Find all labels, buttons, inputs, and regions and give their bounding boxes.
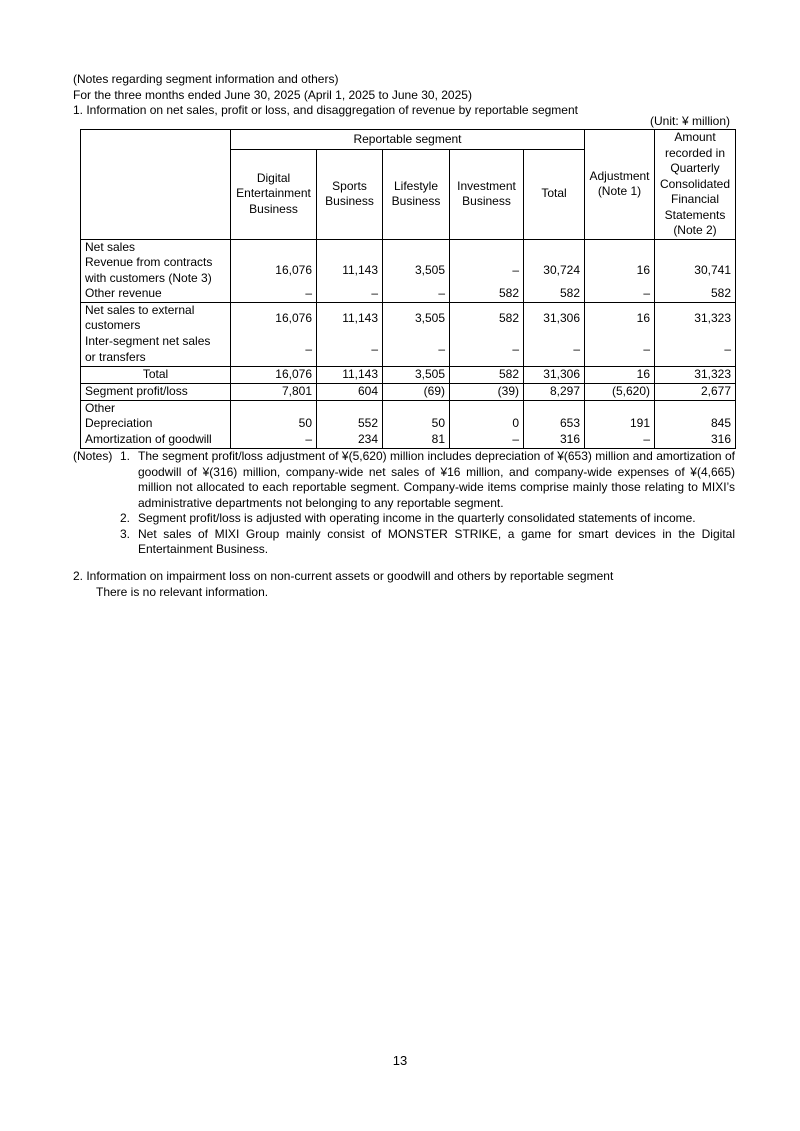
sports-header: Sports Business [317,149,383,239]
table-row [81,286,736,302]
table-cell: – [231,334,317,366]
table-cell: – [383,334,450,366]
table-cell: 16,076 [231,302,317,334]
table-cell: – [655,334,736,366]
table-row [81,334,736,366]
intersegment-label: Inter-segment net sales or transfers [81,334,231,366]
table-cell: 845 [655,416,736,432]
table-cell: 31,306 [524,302,585,334]
table-cell: – [317,334,383,366]
table-cell: 582 [450,286,524,302]
table-cell: – [450,432,524,448]
table-cell: 16 [585,366,655,383]
goodwill-label: Amortization of goodwill [81,432,231,448]
depreciation-label: Depreciation [81,416,231,432]
table-cell: 8,297 [524,383,585,400]
adjustment-header: Adjustment (Note 1) [585,130,655,240]
table-cell: 582 [450,366,524,383]
total-label: Total [81,366,231,383]
segment-table [80,129,736,449]
table-cell: – [585,286,655,302]
notes-section [73,449,735,558]
table-cell: – [231,286,317,302]
table-row [81,239,736,255]
table-cell: – [450,334,524,366]
segment-profit-label: Segment profit/loss [81,383,231,400]
reportable-segment-header: Reportable segment [231,130,585,150]
note-number: 2. [120,511,131,525]
table-cell: – [317,286,383,302]
net-sales-label: Net sales [81,239,231,255]
table-row [81,416,736,432]
table-cell: – [524,334,585,366]
table-cell: 316 [524,432,585,448]
table-cell: 50 [383,416,450,432]
note-item [73,449,735,511]
table-cell: 191 [585,416,655,432]
table-row [81,383,736,400]
table-cell: 3,505 [383,302,450,334]
table-cell: 11,143 [317,302,383,334]
page-number: 13 [392,1053,408,1068]
table-cell: 50 [231,416,317,432]
table-cell: – [585,432,655,448]
table-cell: 30,741 [655,255,736,286]
digital-entertainment-header: Digital Entertainment Business [231,149,317,239]
table-cell: 582 [655,286,736,302]
note-text: The segment profit/loss adjustment of ¥(5,620) million includes depreciation of ¥(653) million and amortization of goodwill of ¥(316) million, company-wide net sales of ¥16 million, and company-wide expenses of ¥(4,665) million not allocated to each reportable segment. Company-wide items comprise mainly those relating to MIXI’s administrative departments not belonging to any reportable segment. [138,449,735,510]
other-label: Other [81,400,231,416]
table-cell: – [450,255,524,286]
table-cell: 552 [317,416,383,432]
notes-lead: (Notes) [73,449,113,463]
table-cell: 582 [450,302,524,334]
table-row [81,255,736,286]
external-sales-label: Net sales to external customers [81,302,231,334]
section-1-title: 1. Information on net sales, profit or loss, and disaggregation of revenue by reportable segment [73,103,578,117]
table-cell: 11,143 [317,366,383,383]
document-header [73,72,743,119]
note-item [73,527,735,558]
table-cell: – [383,286,450,302]
table-cell: 11,143 [317,255,383,286]
table-cell: 7,801 [231,383,317,400]
table-cell: 0 [450,416,524,432]
note-number: 3. [120,526,131,541]
table-cell: 3,505 [383,366,450,383]
unit-label: (Unit: ¥ million) [649,114,730,128]
row-label-header [81,130,231,240]
table-cell: (39) [450,383,524,400]
revenue-contracts-label: Revenue from contracts with customers (Note 3) [81,255,231,286]
table-cell: 81 [383,432,450,448]
table-cell: 16 [585,302,655,334]
amount-recorded-header: Amount recorded in Quarterly Consolidated Financial Statements (Note 2) [655,130,736,240]
total-header: Total [524,149,585,239]
table-cell: 31,323 [655,302,736,334]
table-cell: 16,076 [231,255,317,286]
note-item [73,511,735,527]
table-cell: 2,677 [655,383,736,400]
note-text: Net sales of MIXI Group mainly consist of MONSTER STRIKE, a game for smart devices in the Digital Entertainment Business. [138,526,735,556]
table-cell: – [231,432,317,448]
table-cell: 604 [317,383,383,400]
notes-heading: (Notes regarding segment information and others) [73,72,339,86]
period-line: For the three months ended June 30, 2025 (April 1, 2025 to June 30, 2025) [73,87,472,102]
table-row [81,432,736,448]
table-cell: 31,306 [524,366,585,383]
note-number: 1. [120,449,131,463]
table-cell: (69) [383,383,450,400]
lifestyle-header: Lifestyle Business [383,149,450,239]
table-cell: 582 [524,286,585,302]
table-cell: 16,076 [231,366,317,383]
table-cell: 16 [585,255,655,286]
section-2 [73,569,743,600]
table-row [81,400,736,416]
table-cell: 653 [524,416,585,432]
table-cell: 234 [317,432,383,448]
table-row [81,302,736,334]
table-cell: 316 [655,432,736,448]
note-text: Segment profit/loss is adjusted with operating income in the quarterly consolidated statements of income. [138,511,696,525]
table-row [81,366,736,383]
other-revenue-label: Other revenue [81,286,231,302]
table-cell: 30,724 [524,255,585,286]
section-2-body: There is no relevant information. [96,584,269,599]
investment-header: Investment Business [450,149,524,239]
table-cell: (5,620) [585,383,655,400]
section-2-title: 2. Information on impairment loss on non-current assets or goodwill and others by reportable segment [73,569,614,583]
table-cell: 31,323 [655,366,736,383]
table-cell: – [585,334,655,366]
table-cell: 3,505 [383,255,450,286]
